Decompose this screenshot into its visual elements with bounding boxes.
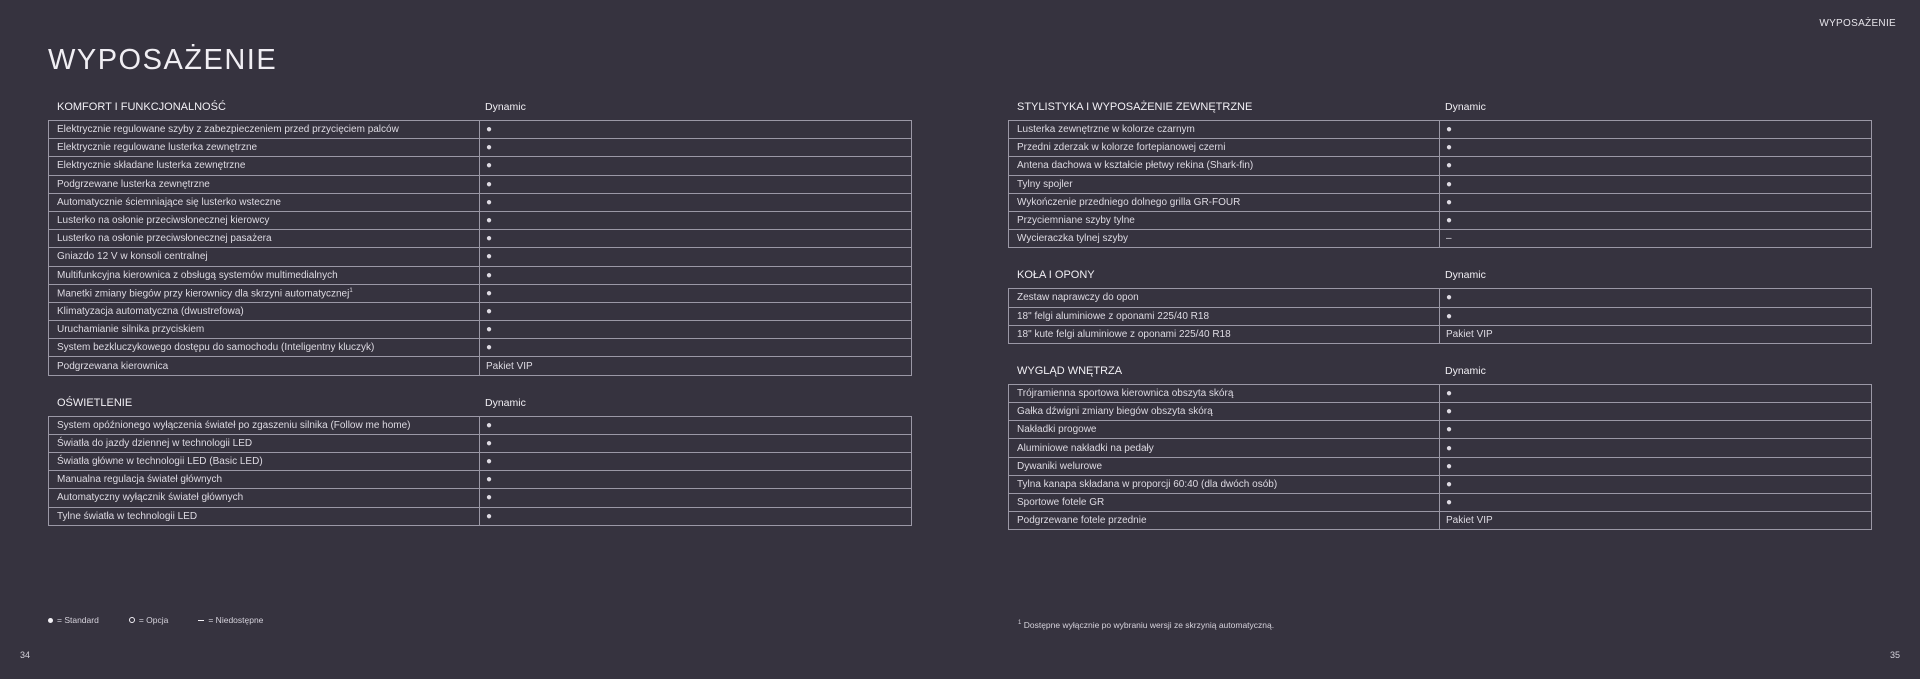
table-row xyxy=(49,489,912,507)
standard-dot-icon: ● xyxy=(486,233,493,245)
table-row xyxy=(1009,512,1872,530)
value-cell xyxy=(1440,230,1872,248)
standard-dot-icon: ● xyxy=(1446,442,1453,454)
value-label: Pakiet VIP xyxy=(1446,328,1493,340)
value-cell xyxy=(1440,421,1872,439)
value-cell xyxy=(480,489,912,507)
feature-cell xyxy=(1009,457,1440,475)
standard-dot-icon: ● xyxy=(486,251,493,263)
value-cell xyxy=(1440,307,1872,325)
table-row xyxy=(1009,421,1872,439)
standard-dot-icon: ● xyxy=(486,305,493,317)
standard-dot-icon: ● xyxy=(486,437,493,449)
feature-cell xyxy=(1009,512,1440,530)
equipment-table xyxy=(48,416,912,526)
table-row xyxy=(49,453,912,471)
feature-cell xyxy=(1009,193,1440,211)
feature-cell xyxy=(49,248,480,266)
feature-label: Elektrycznie składane lusterka zewnętrzne xyxy=(57,160,246,172)
header-tag: WYPOSAŻENIE xyxy=(1819,18,1896,29)
feature-cell xyxy=(1009,475,1440,493)
left-column xyxy=(48,96,912,542)
legend-option-label: = Opcja xyxy=(138,615,169,625)
feature-label: Sportowe fotele GR xyxy=(1017,497,1105,509)
section-title: OŚWIETLENIE xyxy=(57,396,133,409)
legend-option xyxy=(129,615,169,625)
footnote-mark: 1 xyxy=(1018,620,1022,627)
table-row xyxy=(49,248,912,266)
standard-dot-icon: ● xyxy=(1446,460,1453,472)
value-cell xyxy=(1440,439,1872,457)
version-column-header: Dynamic xyxy=(1445,269,1486,282)
feature-label: 18" kute felgi aluminiowe z oponami 225/40 R18 xyxy=(1017,328,1231,340)
value-cell xyxy=(480,284,912,302)
standard-dot-icon: ● xyxy=(1446,160,1453,172)
feature-label: Przedni zderzak w kolorze fortepianowej czerni xyxy=(1017,142,1226,154)
table-row xyxy=(49,284,912,302)
value-cell xyxy=(480,175,912,193)
feature-cell xyxy=(49,302,480,320)
feature-label: Przyciemniane szyby tylne xyxy=(1017,215,1135,227)
table-row xyxy=(49,230,912,248)
standard-dot-icon: ● xyxy=(486,215,493,227)
standard-dot-icon: ● xyxy=(1446,424,1453,436)
version-column-header: Dynamic xyxy=(1445,101,1486,113)
section-header xyxy=(1008,264,1872,286)
standard-dot-icon: ● xyxy=(486,269,493,281)
table-row xyxy=(1009,230,1872,248)
feature-label: Nakładki progowe xyxy=(1017,424,1097,436)
table-row xyxy=(1009,494,1872,512)
feature-label: Tylne światła w technologii LED xyxy=(57,510,198,522)
value-cell xyxy=(480,230,912,248)
feature-cell xyxy=(1009,230,1440,248)
feature-cell xyxy=(1009,325,1440,343)
standard-dot-icon: ● xyxy=(486,474,493,486)
table-row xyxy=(49,434,912,452)
value-cell xyxy=(480,471,912,489)
table-row xyxy=(1009,439,1872,457)
feature-label: Zestaw naprawczy do opon xyxy=(1017,292,1139,304)
feature-cell xyxy=(1009,439,1440,457)
value-cell xyxy=(480,139,912,157)
footnote-ref: 1 xyxy=(349,287,353,294)
standard-dot-icon: ● xyxy=(486,178,493,190)
feature-label: Manetki zmiany biegów przy kierownicy dla skrzyni automatycznej xyxy=(57,287,350,299)
standard-dot-icon: ● xyxy=(1446,478,1453,490)
feature-cell xyxy=(1009,384,1440,402)
feature-cell xyxy=(49,139,480,157)
value-cell xyxy=(1440,211,1872,229)
feature-cell xyxy=(49,471,480,489)
footnote xyxy=(1018,620,1274,630)
feature-label: Antena dachowa w kształcie płetwy rekina (Shark-fin) xyxy=(1017,160,1254,172)
right-column xyxy=(1008,96,1872,546)
section-header xyxy=(48,392,912,414)
standard-dot-icon: ● xyxy=(486,342,493,354)
feature-cell xyxy=(49,157,480,175)
table-row xyxy=(1009,307,1872,325)
feature-label: Trójramienna sportowa kierownica obszyta skórą xyxy=(1017,387,1234,399)
value-cell xyxy=(1440,494,1872,512)
feature-label: Podgrzewana kierownica xyxy=(57,360,169,372)
feature-cell xyxy=(1009,157,1440,175)
equipment-section xyxy=(48,96,912,376)
standard-dot-icon: ● xyxy=(486,160,493,172)
table-row xyxy=(49,416,912,434)
section-title: KOMFORT I FUNKCJONALNOŚĆ xyxy=(57,101,226,113)
feature-cell xyxy=(49,175,480,193)
feature-cell xyxy=(49,266,480,284)
value-cell xyxy=(480,193,912,211)
section-header xyxy=(1008,96,1872,118)
feature-label: Automatyczny wyłącznik świateł głównych xyxy=(57,492,244,504)
feature-cell xyxy=(1009,307,1440,325)
feature-label: Automatycznie ściemniające się lusterko wsteczne xyxy=(57,196,281,208)
feature-label: Manualna regulacja świateł głównych xyxy=(57,474,223,486)
feature-label: Gniazdo 12 V w konsoli centralnej xyxy=(57,251,208,263)
equipment-table xyxy=(1008,384,1872,531)
equipment-table xyxy=(1008,288,1872,344)
feature-label: Elektrycznie regulowane lusterka zewnętrzne xyxy=(57,142,258,154)
value-cell xyxy=(480,416,912,434)
table-row xyxy=(1009,193,1872,211)
feature-cell xyxy=(1009,139,1440,157)
standard-dot-icon: ● xyxy=(1446,178,1453,190)
dash-icon xyxy=(198,620,204,621)
value-cell xyxy=(480,453,912,471)
equipment-section xyxy=(1008,360,1872,531)
feature-label: Podgrzewane fotele przednie xyxy=(1017,515,1147,527)
table-row xyxy=(1009,403,1872,421)
version-column-header: Dynamic xyxy=(1445,364,1486,377)
feature-label: Klimatyzacja automatyczna (dwustrefowa) xyxy=(57,305,244,317)
table-row xyxy=(49,157,912,175)
section-title: STYLISTYKA I WYPOSAŻENIE ZEWNĘTRZNE xyxy=(1017,101,1253,113)
feature-label: 18" felgi aluminiowe z oponami 225/40 R18 xyxy=(1017,310,1210,322)
value-cell xyxy=(1440,121,1872,139)
feature-cell xyxy=(1009,403,1440,421)
feature-label: Lusterko na osłonie przeciwsłonecznej kierowcy xyxy=(57,215,270,227)
feature-cell xyxy=(1009,289,1440,307)
table-row xyxy=(49,175,912,193)
feature-cell xyxy=(49,489,480,507)
empty-circle-icon xyxy=(129,617,135,623)
feature-label: Tylna kanapa składana w proporcji 60:40 (dla dwóch osób) xyxy=(1017,478,1278,490)
table-row xyxy=(1009,457,1872,475)
legend-standard-label: = Standard xyxy=(57,615,99,625)
standard-dot-icon: ● xyxy=(486,196,493,208)
feature-cell xyxy=(1009,494,1440,512)
table-row xyxy=(49,507,912,525)
section-header xyxy=(48,96,912,118)
table-row xyxy=(49,339,912,357)
equipment-section xyxy=(1008,264,1872,344)
value-cell xyxy=(480,507,912,525)
value-cell xyxy=(1440,457,1872,475)
legend-unavailable xyxy=(198,615,263,625)
value-label: – xyxy=(1446,233,1452,245)
value-cell xyxy=(1440,175,1872,193)
feature-label: Wycieraczka tylnej szyby xyxy=(1017,233,1129,245)
table-row xyxy=(49,471,912,489)
standard-dot-icon: ● xyxy=(486,419,493,431)
value-cell xyxy=(1440,384,1872,402)
value-cell xyxy=(480,302,912,320)
feature-label: Aluminiowe nakładki na pedały xyxy=(1017,442,1154,454)
table-row xyxy=(49,193,912,211)
table-row xyxy=(49,139,912,157)
filled-dot-icon xyxy=(48,618,53,623)
feature-cell xyxy=(1009,121,1440,139)
standard-dot-icon: ● xyxy=(1446,215,1453,227)
value-cell xyxy=(1440,157,1872,175)
table-row xyxy=(49,211,912,229)
standard-dot-icon: ● xyxy=(1446,196,1453,208)
standard-dot-icon: ● xyxy=(486,324,493,336)
page-title: WYPOSAŻENIE xyxy=(48,44,278,76)
feature-label: Multifunkcyjna kierownica z obsługą systemów multimedialnych xyxy=(57,269,338,281)
value-cell xyxy=(1440,193,1872,211)
table-row xyxy=(1009,157,1872,175)
feature-label: Światła do jazdy dziennej w technologii LED xyxy=(57,437,253,449)
standard-dot-icon: ● xyxy=(486,492,493,504)
value-cell xyxy=(480,121,912,139)
feature-label: System opóźnionego wyłączenia świateł po zgaszeniu silnika (Follow me home) xyxy=(57,419,411,431)
footnote-text: Dostępne wyłącznie po wybraniu wersji ze skrzynią automatyczną. xyxy=(1023,620,1275,630)
standard-dot-icon: ● xyxy=(486,142,493,154)
legend xyxy=(48,615,263,625)
feature-cell xyxy=(1009,421,1440,439)
standard-dot-icon: ● xyxy=(1446,387,1453,399)
table-row xyxy=(1009,289,1872,307)
legend-unavailable-label: = Niedostępne xyxy=(208,615,264,625)
standard-dot-icon: ● xyxy=(1446,142,1453,154)
value-cell xyxy=(480,434,912,452)
value-cell xyxy=(1440,289,1872,307)
feature-label: Wykończenie przedniego dolnego grilla GR-FOUR xyxy=(1017,196,1241,208)
value-cell xyxy=(1440,139,1872,157)
standard-dot-icon: ● xyxy=(1446,310,1453,322)
standard-dot-icon: ● xyxy=(1446,124,1453,136)
standard-dot-icon: ● xyxy=(486,510,493,522)
table-row xyxy=(1009,211,1872,229)
table-row xyxy=(1009,384,1872,402)
feature-label: Uruchamianie silnika przyciskiem xyxy=(57,324,205,336)
value-cell xyxy=(480,357,912,375)
version-column-header: Dynamic xyxy=(485,396,526,409)
equipment-section xyxy=(1008,96,1872,248)
feature-cell xyxy=(49,230,480,248)
legend-standard xyxy=(48,615,99,625)
feature-label: System bezkluczykowego dostępu do samochodu (Inteligentny kluczyk) xyxy=(57,342,375,354)
feature-label: Lusterka zewnętrzne w kolorze czarnym xyxy=(1017,124,1195,136)
feature-cell xyxy=(49,121,480,139)
table-row xyxy=(1009,325,1872,343)
section-header xyxy=(1008,360,1872,382)
table-row xyxy=(49,121,912,139)
standard-dot-icon: ● xyxy=(1446,497,1453,509)
value-cell xyxy=(1440,512,1872,530)
value-label: Pakiet VIP xyxy=(486,360,533,372)
standard-dot-icon: ● xyxy=(486,456,493,468)
feature-cell xyxy=(1009,175,1440,193)
feature-label: Tylny spojler xyxy=(1017,178,1073,190)
feature-label: Podgrzewane lusterka zewnętrzne xyxy=(57,178,210,190)
table-row xyxy=(49,266,912,284)
page-number-left: 34 xyxy=(20,650,31,660)
table-row xyxy=(1009,121,1872,139)
equipment-section xyxy=(48,392,912,526)
equipment-table xyxy=(1008,120,1872,248)
section-title: KOŁA I OPONY xyxy=(1017,269,1095,282)
table-row xyxy=(1009,475,1872,493)
feature-label: Lusterko na osłonie przeciwsłonecznej pasażera xyxy=(57,233,272,245)
table-row xyxy=(49,357,912,375)
feature-cell xyxy=(49,434,480,452)
value-cell xyxy=(480,321,912,339)
feature-cell xyxy=(49,211,480,229)
standard-dot-icon: ● xyxy=(1446,406,1453,418)
value-cell xyxy=(480,339,912,357)
table-row xyxy=(49,302,912,320)
value-cell xyxy=(1440,325,1872,343)
feature-cell xyxy=(49,453,480,471)
feature-label: Światła główne w technologii LED (Basic LED) xyxy=(57,456,263,468)
standard-dot-icon: ● xyxy=(486,124,493,136)
table-row xyxy=(49,321,912,339)
feature-label: Gałka dźwigni zmiany biegów obszyta skórą xyxy=(1017,406,1213,418)
feature-cell xyxy=(49,193,480,211)
table-row xyxy=(1009,175,1872,193)
value-cell xyxy=(480,266,912,284)
feature-cell xyxy=(49,507,480,525)
feature-cell xyxy=(49,357,480,375)
value-cell xyxy=(1440,475,1872,493)
value-cell xyxy=(480,211,912,229)
feature-cell xyxy=(1009,211,1440,229)
equipment-table xyxy=(48,120,912,376)
feature-label: Elektrycznie regulowane szyby z zabezpieczeniem przed przycięciem palców xyxy=(57,124,399,136)
feature-cell xyxy=(49,284,480,302)
feature-cell xyxy=(49,416,480,434)
value-cell xyxy=(1440,403,1872,421)
section-title: WYGLĄD WNĘTRZA xyxy=(1017,364,1123,377)
page-number-right: 35 xyxy=(1889,650,1900,660)
table-row xyxy=(1009,139,1872,157)
value-label: Pakiet VIP xyxy=(1446,515,1493,527)
version-column-header: Dynamic xyxy=(485,101,526,113)
value-cell xyxy=(480,248,912,266)
standard-dot-icon: ● xyxy=(1446,292,1453,304)
feature-label: Dywaniki welurowe xyxy=(1017,460,1103,472)
value-cell xyxy=(480,157,912,175)
feature-cell xyxy=(49,339,480,357)
feature-cell xyxy=(49,321,480,339)
standard-dot-icon: ● xyxy=(486,287,493,299)
